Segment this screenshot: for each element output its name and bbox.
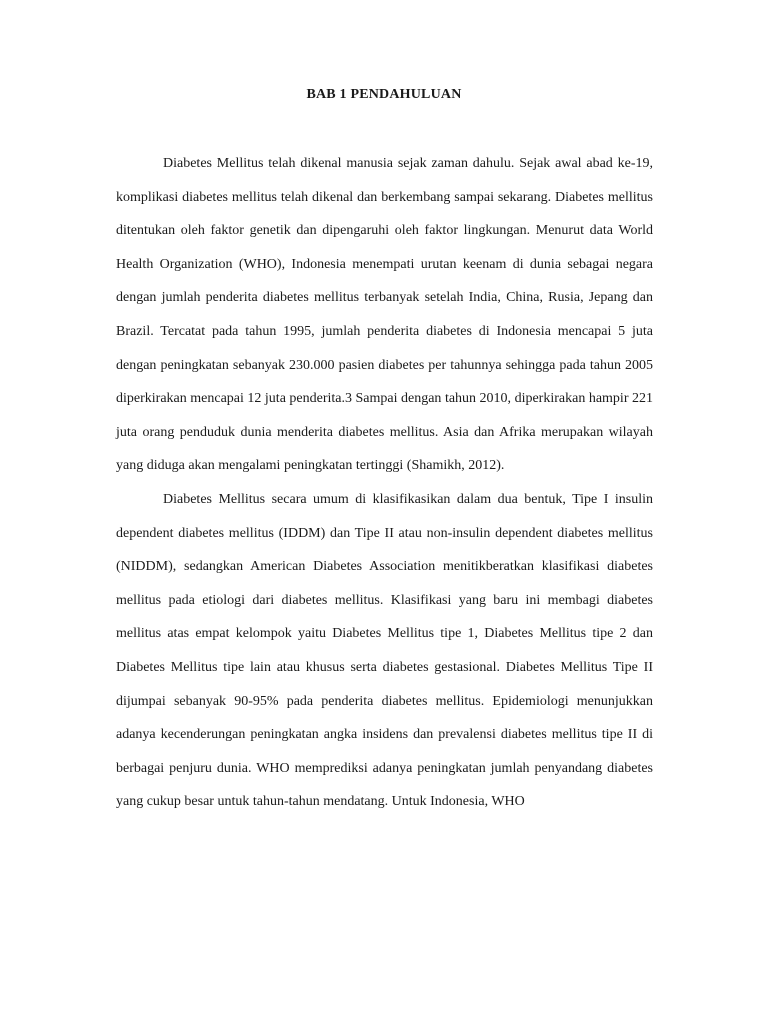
paragraph-1: Diabetes Mellitus telah dikenal manusia sejak zaman dahulu. Sejak awal abad ke-19, komplikasi diabetes mellitus telah dikenal dan berkembang sampai sekarang. Diabetes mellitus ditentukan oleh faktor genetik dan dipengaruhi oleh faktor lingkungan. Menurut data World Health Organization (WHO), Indonesia menempati urutan keenam di dunia sebagai negara dengan jumlah penderita diabetes mellitus terbanyak setelah India, China, Rusia, Jepang dan Brazil. Tercatat pada tahun 1995, jumlah penderita diabetes di Indonesia mencapai 5 juta dengan peningkatan sebanyak 230.000 pasien diabetes per tahunnya sehingga pada tahun 2005 diperkirakan mencapai 12 juta penderita.3 Sampai dengan tahun 2010, diperkirakan hampir 221 juta orang penduduk dunia menderita diabetes mellitus. Asia dan Afrika merupakan wilayah yang diduga akan mengalami peningkatan tertinggi (Shamikh, 2012). [116,156,653,474]
chapter-title: BAB 1 PENDAHULUAN [306,87,462,102]
document-body [116,147,653,819]
paragraph-2: Diabetes Mellitus secara umum di klasifikasikan dalam dua bentuk, Tipe I insulin dependent diabetes mellitus (IDDM) dan Tipe II atau non-insulin dependent diabetes mellitus (NIDDM), sedangkan American Diabetes Association menitikberatkan klasifikasi diabetes mellitus pada etiologi dari diabetes mellitus. Klasifikasi yang baru ini membagi diabetes mellitus atas empat kelompok yaitu Diabetes Mellitus tipe 1, Diabetes Mellitus tipe 2 dan Diabetes Mellitus tipe lain atau khusus serta diabetes gestasional. Diabetes Mellitus Tipe II dijumpai sebanyak 90-95% pada penderita diabetes mellitus. Epidemiologi menunjukkan adanya kecenderungan peningkatan angka insidens dan prevalensi diabetes mellitus tipe II di berbagai penjuru dunia. WHO memprediksi adanya peningkatan jumlah penyandang diabetes yang cukup besar untuk tahun-tahun mendatang. Untuk Indonesia, WHO [116,491,653,810]
